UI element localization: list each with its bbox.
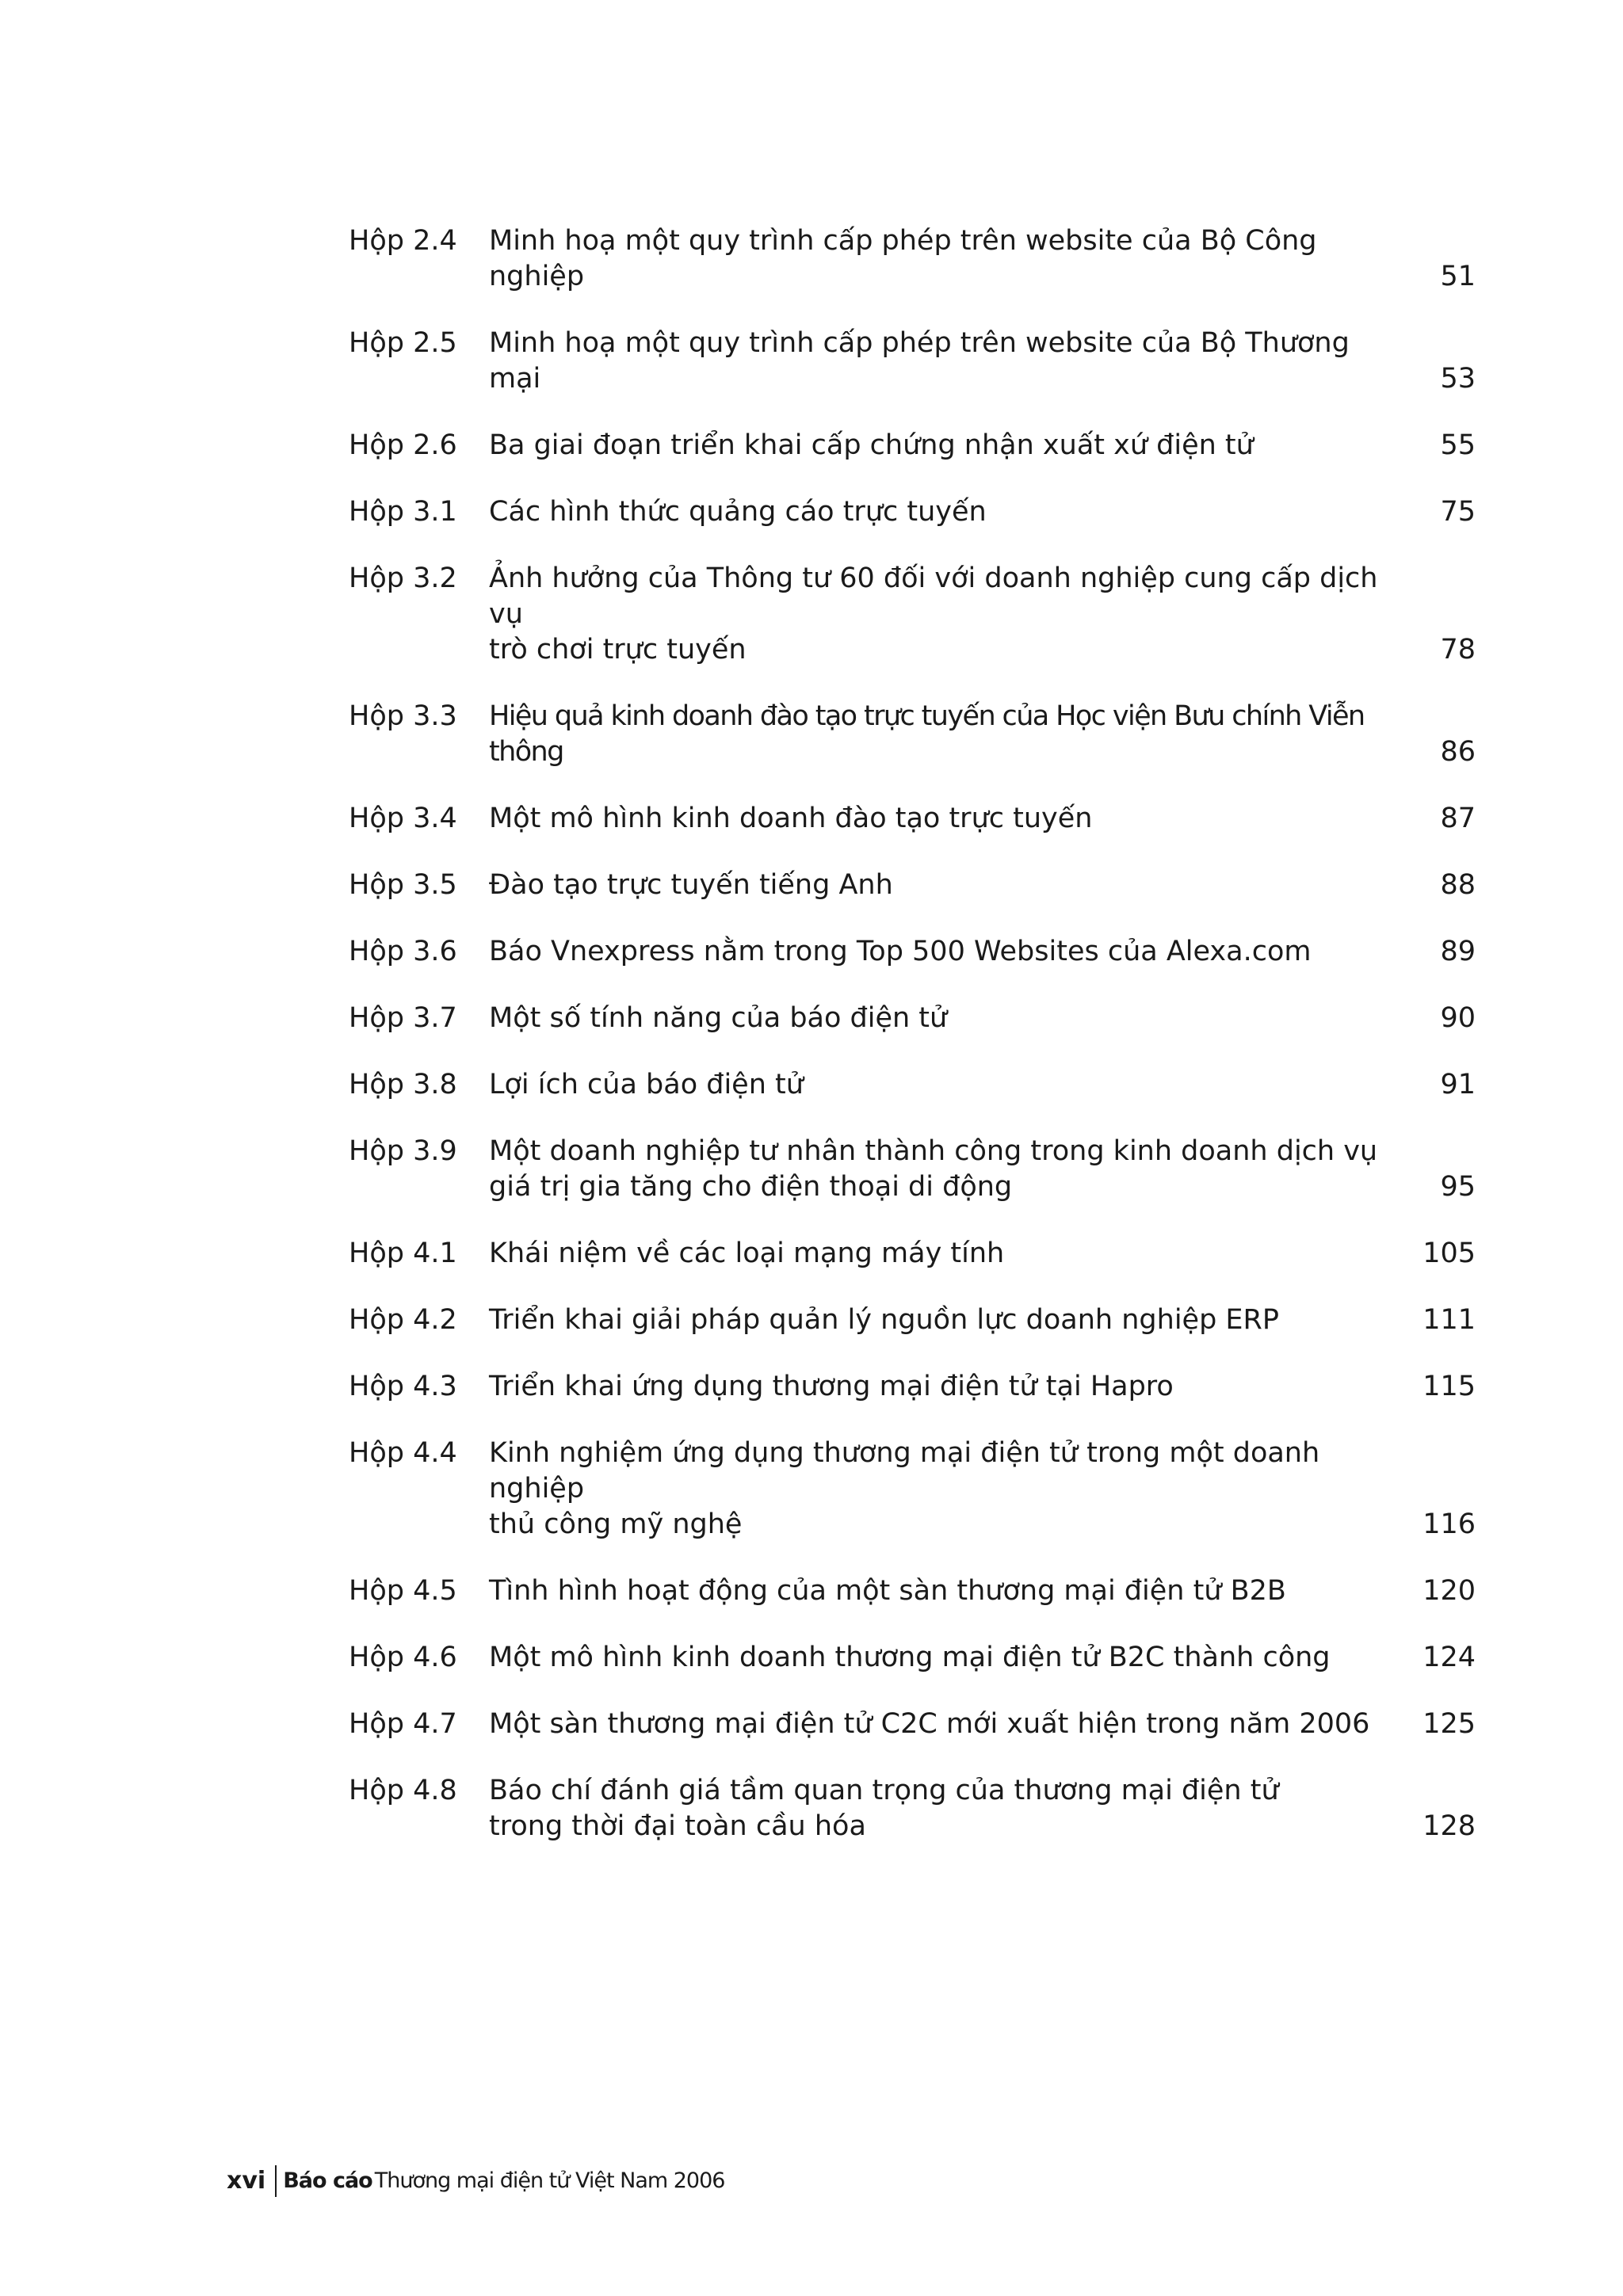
- entry-label: Hộp 4.4: [349, 1437, 457, 1469]
- toc-entry: [349, 1640, 1476, 1676]
- entry-title: Kinh nghiệm ứng dụng thương mại điện tử trong một doanh nghiệp thủ công mỹ nghệ: [489, 1437, 1320, 1540]
- toc-entry: [349, 1067, 1476, 1103]
- entry-title: Báo chí đánh giá tầm quan trọng của thương mại điện tử trong thời đại toàn cầu hóa: [489, 1775, 1279, 1842]
- entry-title: Các hình thức quảng cáo trực tuyến: [489, 496, 987, 528]
- toc-entry: [349, 1436, 1476, 1543]
- toc-entry: [349, 1573, 1476, 1609]
- footer-divider: [275, 2165, 277, 2197]
- toc-entry: [349, 699, 1476, 770]
- toc-entry: [349, 1236, 1476, 1272]
- entry-page: 55: [1440, 429, 1476, 461]
- toc-entry: [349, 1134, 1476, 1205]
- entry-page: 115: [1423, 1371, 1476, 1402]
- entry-title: Minh hoạ một quy trình cấp phép trên website của Bộ Công nghiệp: [489, 225, 1317, 292]
- entry-title: Triển khai ứng dụng thương mại điện tử tại Hapro: [489, 1371, 1174, 1402]
- toc-entry: [349, 428, 1476, 463]
- entry-title: Một mô hình kinh doanh thương mại điện tử B2C thành công: [489, 1642, 1331, 1673]
- entry-label: Hộp 3.2: [349, 563, 457, 594]
- entry-title: Đào tạo trực tuyến tiếng Anh: [489, 869, 893, 901]
- entry-label: Hộp 4.1: [349, 1238, 457, 1269]
- entry-title: Hiệu quả kinh doanh đào tạo trực tuyến của Học viện Bưu chính Viễn thông: [489, 700, 1365, 768]
- entry-page: 105: [1423, 1238, 1476, 1269]
- toc-entry: [349, 1707, 1476, 1742]
- toc-entry: [349, 1001, 1476, 1036]
- entry-page: 95: [1440, 1171, 1476, 1203]
- entry-page: 89: [1440, 936, 1476, 967]
- entry-title: Ba giai đoạn triển khai cấp chứng nhận xuất xứ điện tử: [489, 429, 1254, 461]
- table-of-boxes: [349, 223, 1476, 1875]
- entry-label: Hộp 3.8: [349, 1069, 457, 1100]
- entry-label: Hộp 2.6: [349, 429, 457, 461]
- entry-label: Hộp 3.7: [349, 1002, 457, 1034]
- entry-page: 88: [1440, 869, 1476, 901]
- entry-title: Khái niệm về các loại mạng máy tính: [489, 1238, 1005, 1269]
- entry-title: Một sàn thương mại điện tử C2C mới xuất hiện trong năm 2006: [489, 1708, 1370, 1740]
- toc-entry: [349, 326, 1476, 397]
- entry-title: Một số tính năng của báo điện tử: [489, 1002, 948, 1034]
- entry-page: 91: [1440, 1069, 1476, 1100]
- toc-entry: [349, 868, 1476, 903]
- entry-page: 125: [1423, 1708, 1476, 1740]
- toc-entry: [349, 223, 1476, 295]
- entry-page: 116: [1423, 1508, 1476, 1540]
- entry-title: Triển khai giải pháp quản lý nguồn lực doanh nghiệp ERP: [489, 1304, 1279, 1336]
- footer-report-title: Thương mại điện tử Việt Nam 2006: [374, 2168, 725, 2193]
- entry-title: Báo Vnexpress nằm trong Top 500 Websites của Alexa.com: [489, 936, 1312, 967]
- entry-page: 86: [1440, 736, 1476, 768]
- entry-title: Minh hoạ một quy trình cấp phép trên website của Bộ Thương mại: [489, 327, 1350, 395]
- entry-page: 75: [1440, 496, 1476, 528]
- entry-page: 111: [1423, 1304, 1476, 1336]
- entry-label: Hộp 4.6: [349, 1642, 457, 1673]
- entry-page: 87: [1440, 803, 1476, 834]
- footer-report-label: Báo cáo: [283, 2168, 372, 2193]
- entry-page: 90: [1440, 1002, 1476, 1034]
- page-footer: [227, 2165, 724, 2197]
- entry-page: 51: [1440, 261, 1476, 292]
- entry-label: Hộp 2.4: [349, 225, 457, 257]
- entry-label: Hộp 4.5: [349, 1575, 457, 1607]
- entry-label: Hộp 3.4: [349, 803, 457, 834]
- toc-entry: [349, 1302, 1476, 1338]
- entry-label: Hộp 3.9: [349, 1135, 457, 1167]
- entry-title: Một mô hình kinh doanh đào tạo trực tuyến: [489, 803, 1093, 834]
- entry-label: Hộp 3.6: [349, 936, 457, 967]
- entry-page: 124: [1423, 1642, 1476, 1673]
- entry-title: Ảnh hưởng của Thông tư 60 đối với doanh nghiệp cung cấp dịch vụ trò chơi trực tuyến: [489, 563, 1378, 666]
- entry-label: Hộp 4.7: [349, 1708, 457, 1740]
- toc-entry: [349, 1369, 1476, 1405]
- entry-label: Hộp 4.2: [349, 1304, 457, 1336]
- entry-page: 53: [1440, 363, 1476, 395]
- entry-page: 128: [1423, 1810, 1476, 1842]
- toc-entry: [349, 801, 1476, 837]
- entry-label: Hộp 3.5: [349, 869, 457, 901]
- entry-title: Lợi ích của báo điện tử: [489, 1069, 804, 1100]
- toc-entry: [349, 494, 1476, 530]
- entry-label: Hộp 3.1: [349, 496, 457, 528]
- entry-title: Một doanh nghiệp tư nhân thành công trong kinh doanh dịch vụ giá trị gia tăng cho điện thoại di động: [489, 1135, 1378, 1203]
- toc-entry: [349, 934, 1476, 970]
- entry-page: 78: [1440, 634, 1476, 666]
- entry-label: Hộp 4.3: [349, 1371, 457, 1402]
- entry-label: Hộp 3.3: [349, 700, 457, 732]
- entry-title: Tình hình hoạt động của một sàn thương mại điện tử B2B: [489, 1575, 1286, 1607]
- entry-page: 120: [1423, 1575, 1476, 1607]
- entry-label: Hộp 2.5: [349, 327, 457, 359]
- toc-entry: [349, 561, 1476, 668]
- entry-label: Hộp 4.8: [349, 1775, 457, 1806]
- toc-entry: [349, 1773, 1476, 1844]
- footer-page-number: xvi: [227, 2167, 266, 2195]
